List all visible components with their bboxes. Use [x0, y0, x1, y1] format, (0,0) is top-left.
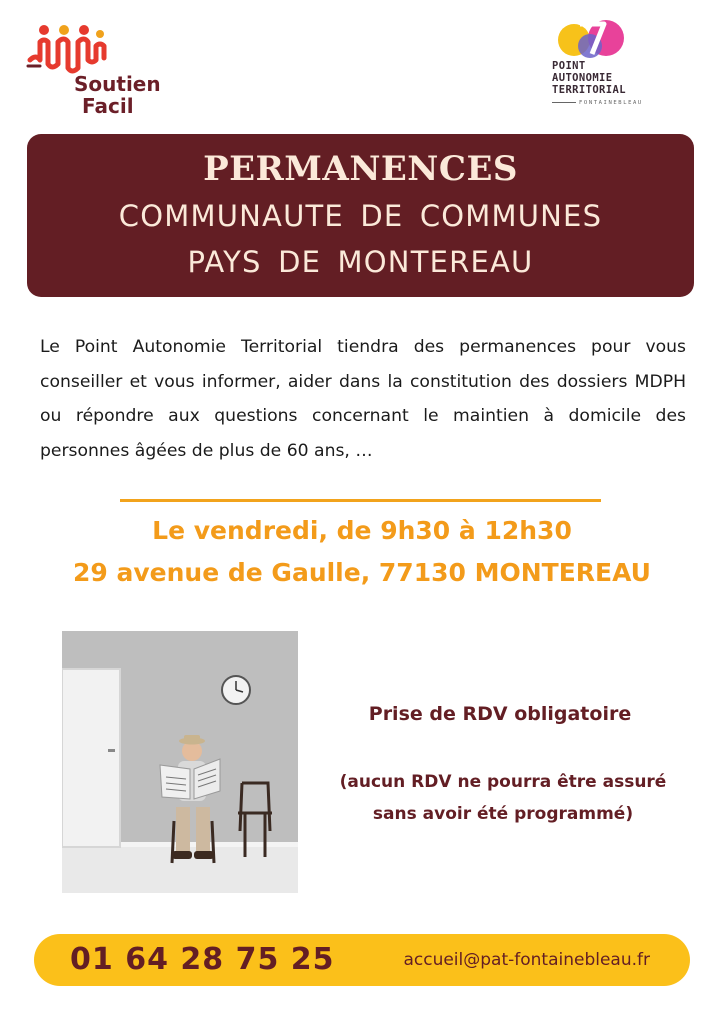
schedule-when: Le vendredi, de 9h30 à 12h30 — [152, 516, 572, 545]
phone-number[interactable]: 01 64 28 75 25 — [70, 942, 335, 977]
email-link[interactable]: accueil@pat-fontainebleau.fr — [403, 950, 650, 970]
pat-logo — [552, 18, 678, 118]
contact-bar — [34, 934, 690, 986]
divider — [120, 499, 601, 502]
banner-line1: COMMUNAUTE DE COMMUNES — [118, 199, 603, 233]
soutien-logo-line2: Facil — [82, 94, 134, 118]
appointment-note — [310, 766, 696, 830]
intro-paragraph: Le Point Autonomie Territorial tiendra des permanences pour vous conseiller et vous informer, aider dans la constitution des dossiers MDPH ou répondre aux questions concernant le maintien à domicile des personnes âgées de plus de 60 ans, … — [40, 337, 686, 461]
pat-logo-line3: TERRITORIAL — [552, 84, 626, 96]
banner-title: PERMANENCES — [203, 149, 518, 189]
soutien-logo-line1: Soutien — [74, 72, 161, 96]
banner-line2: PAYS DE MONTEREAU — [187, 245, 534, 279]
pat-logo-line1: POINT — [552, 60, 586, 72]
pat-blob-icon — [556, 18, 626, 60]
schedule-where: 29 avenue de Gaulle, 77130 MONTEREAU — [73, 558, 651, 587]
header-banner — [27, 134, 694, 297]
appointment-title: Prise de RDV obligatoire — [368, 703, 632, 725]
waiting-man-photo — [62, 631, 298, 893]
pat-logo-line2: AUTONOMIE — [552, 72, 613, 84]
soutien-facil-logo — [26, 24, 176, 124]
appointment-note-line1: (aucun RDV ne pourra être assuré — [339, 772, 667, 792]
appointment-note-line2: sans avoir été programmé) — [372, 804, 634, 824]
pat-logo-subline: FONTAINEBLEAU — [552, 100, 643, 106]
